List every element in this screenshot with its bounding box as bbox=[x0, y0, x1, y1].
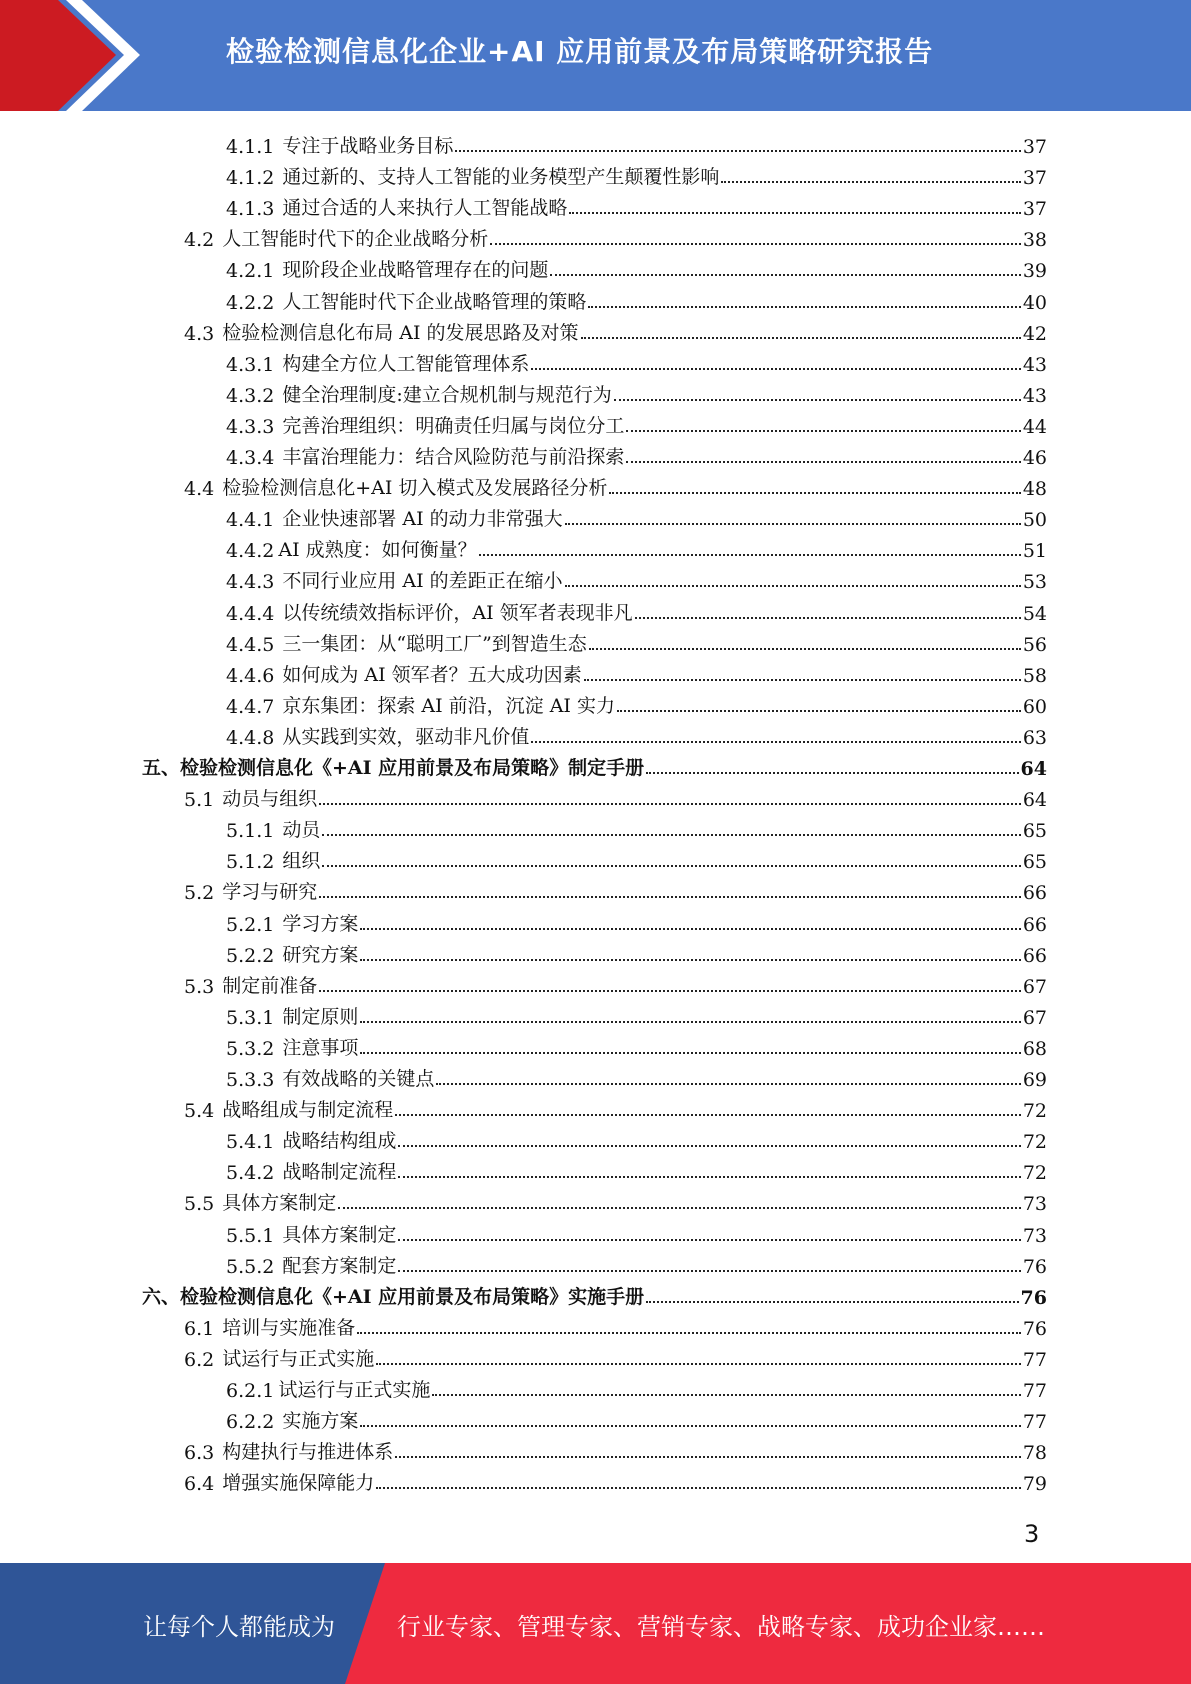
toc-entry[interactable] bbox=[184, 1309, 1047, 1340]
toc-entry-page: 79 bbox=[1022, 1473, 1047, 1496]
toc-entry[interactable] bbox=[184, 873, 1047, 904]
toc-entry[interactable] bbox=[226, 811, 1047, 842]
toc-entry-number: 5.2.2 bbox=[226, 944, 275, 967]
toc-entry-number: 6.3 bbox=[184, 1442, 215, 1465]
toc-entry[interactable] bbox=[184, 220, 1047, 251]
toc-entry[interactable] bbox=[226, 1060, 1047, 1091]
toc-entry-title: 具体方案制定 bbox=[282, 1223, 397, 1246]
toc-entry[interactable] bbox=[226, 1402, 1047, 1433]
toc-entry[interactable] bbox=[226, 1029, 1047, 1060]
toc-leader-dots bbox=[531, 368, 1020, 370]
toc-entry-page: 66 bbox=[1022, 913, 1047, 936]
toc-entry[interactable] bbox=[226, 905, 1047, 936]
toc-entry-number: 6.2 bbox=[184, 1348, 215, 1371]
toc-entry-title: 有效战略的关键点 bbox=[282, 1068, 435, 1090]
toc-entry-number: 4.1.2 bbox=[226, 167, 275, 190]
toc-entry-page: 69 bbox=[1022, 1069, 1047, 1091]
toc-entry[interactable] bbox=[184, 1340, 1047, 1371]
toc-entry-title: 注意事项 bbox=[282, 1036, 359, 1059]
toc-entry[interactable] bbox=[226, 531, 1047, 562]
toc-entry-number: 4.3.1 bbox=[226, 353, 275, 376]
toc-entry-title: 检验检测信息化《+AI 应用前景及布局策略》实施手册 bbox=[180, 1285, 645, 1308]
toc-leader-dots bbox=[614, 399, 1021, 401]
toc-entry-title: 通过合适的人来执行人工智能战略 bbox=[282, 197, 568, 220]
toc-entry-page: 72 bbox=[1022, 1162, 1047, 1185]
toc-leader-dots bbox=[565, 523, 1021, 525]
toc-leader-dots bbox=[376, 1487, 1021, 1489]
toc-entry-number: 4.2.2 bbox=[226, 291, 275, 314]
page-number: 3 bbox=[1024, 1520, 1040, 1548]
toc-leader-dots bbox=[360, 959, 1020, 961]
toc-entry-page: 54 bbox=[1022, 602, 1047, 625]
toc-entry-title: 战略组成与制定流程 bbox=[222, 1099, 394, 1122]
toc-entry[interactable] bbox=[226, 842, 1047, 873]
toc-entry-number: 5.1 bbox=[184, 789, 215, 812]
toc-leader-dots bbox=[609, 492, 1020, 494]
toc-entry-number: 5.5 bbox=[184, 1193, 215, 1216]
toc-entry-page: 44 bbox=[1022, 415, 1047, 438]
toc-entry-number: 4.2 bbox=[184, 229, 215, 252]
toc-entry-page: 76 bbox=[1022, 1317, 1047, 1340]
toc-entry-title: 人工智能时代下的企业战略分析 bbox=[222, 228, 489, 251]
toc-entry[interactable] bbox=[226, 656, 1047, 687]
toc-entry-title: 动员与组织 bbox=[222, 788, 318, 811]
toc-entry[interactable] bbox=[226, 376, 1047, 407]
toc-entry-number: 5.4 bbox=[184, 1100, 215, 1123]
toc-leader-dots bbox=[395, 1114, 1021, 1116]
toc-entry-number: 五、 bbox=[142, 757, 181, 779]
toc-entry-title: 试运行与正式实施 bbox=[222, 1347, 375, 1370]
toc-leader-dots bbox=[319, 896, 1021, 898]
toc-leader-dots bbox=[357, 1332, 1021, 1334]
toc-leader-dots bbox=[565, 585, 1021, 587]
toc-entry-number: 6.2.2 bbox=[226, 1411, 275, 1434]
toc-entry-number: 5.3.3 bbox=[226, 1069, 275, 1091]
toc-entry-page: 43 bbox=[1022, 353, 1047, 376]
toc-entry-page: 60 bbox=[1022, 695, 1047, 718]
toc-leader-dots bbox=[360, 928, 1020, 930]
toc-leader-dots bbox=[322, 834, 1020, 836]
toc-entry-number: 4.4.6 bbox=[226, 664, 275, 687]
toc-entry-title: 不同行业应用 AI 的差距正在缩小 bbox=[282, 570, 563, 593]
toc-entry-page: 51 bbox=[1022, 540, 1047, 563]
toc-entry-number: 4.4.4 bbox=[226, 602, 275, 625]
toc-entry[interactable] bbox=[226, 1216, 1047, 1247]
toc-entry[interactable] bbox=[184, 314, 1047, 345]
toc-entry-title: 构建执行与推进体系 bbox=[222, 1441, 394, 1464]
toc-entry-title: 京东集团：探索 AI 前沿，沉淀 AI 实力 bbox=[282, 694, 615, 717]
toc-entry-title: 增强实施保障能力 bbox=[222, 1472, 375, 1495]
toc-entry[interactable] bbox=[226, 407, 1047, 438]
toc-entry-page: 58 bbox=[1022, 664, 1047, 687]
toc-entry[interactable] bbox=[184, 1091, 1047, 1122]
page-header bbox=[0, 0, 1191, 111]
toc-entry[interactable] bbox=[226, 594, 1047, 625]
toc-leader-dots bbox=[376, 1363, 1021, 1365]
toc-entry-title: 人工智能时代下企业战略管理的策略 bbox=[282, 290, 587, 313]
toc-leader-dots bbox=[432, 1394, 1020, 1396]
toc-entry-title: 构建全方位人工智能管理体系 bbox=[282, 352, 530, 375]
footer-slogan-right: 行业专家、管理专家、营销专家、战略专家、成功企业家…… bbox=[397, 1613, 1045, 1641]
toc-leader-dots bbox=[588, 306, 1020, 308]
page-footer bbox=[0, 1563, 1191, 1684]
toc-entry-title: 具体方案制定 bbox=[222, 1192, 337, 1215]
toc-entry-title: 三一集团：从“聪明工厂”到智造生态 bbox=[282, 632, 587, 655]
toc-entry-title: 研究方案 bbox=[282, 943, 359, 966]
toc-entry-page: 66 bbox=[1022, 882, 1047, 905]
toc-entry-number: 4.4.1 bbox=[226, 509, 275, 532]
toc-leader-dots bbox=[322, 865, 1020, 867]
toc-entry[interactable] bbox=[226, 189, 1047, 220]
toc-entry-page: 65 bbox=[1022, 851, 1047, 874]
toc-entry-title: 完善治理组织：明确责任归属与岗位分工 bbox=[282, 414, 625, 437]
toc-leader-dots bbox=[490, 243, 1021, 245]
toc-entry-page: 50 bbox=[1022, 509, 1047, 532]
toc-entry-page: 66 bbox=[1022, 944, 1047, 967]
toc-entry-title: 丰富治理能力：结合风险防范与前沿探索 bbox=[282, 446, 625, 468]
toc-entry-page: 65 bbox=[1022, 820, 1047, 843]
toc-leader-dots bbox=[646, 1301, 1018, 1303]
toc-entry-page: 73 bbox=[1022, 1224, 1047, 1247]
toc-entry-page: 37 bbox=[1022, 198, 1047, 221]
toc-entry-title: 检验检测信息化布局 AI 的发展思路及对策 bbox=[222, 321, 579, 344]
toc-entry-number: 5.5.2 bbox=[226, 1255, 275, 1278]
toc-entry-title: 健全治理制度:建立合规机制与规范行为 bbox=[282, 383, 612, 406]
toc-entry[interactable] bbox=[226, 625, 1047, 656]
toc-entry-number: 6.1 bbox=[184, 1317, 215, 1340]
toc-entry-title: 检验检测信息化《+AI 应用前景及布局策略》制定手册 bbox=[180, 757, 645, 779]
toc-entry-page: 77 bbox=[1022, 1348, 1047, 1371]
toc-leader-dots bbox=[395, 1456, 1021, 1458]
toc-entry[interactable] bbox=[226, 345, 1047, 376]
toc-leader-dots bbox=[635, 617, 1021, 619]
toc-entry-number: 6.4 bbox=[184, 1473, 215, 1496]
toc-entry-title: 制定前准备 bbox=[222, 974, 318, 997]
toc-entry[interactable] bbox=[226, 1247, 1047, 1278]
toc-entry-page: 67 bbox=[1022, 1006, 1047, 1029]
toc-entry[interactable] bbox=[226, 438, 1047, 469]
toc-entry-page: 77 bbox=[1022, 1411, 1047, 1434]
toc-leader-dots bbox=[584, 679, 1021, 681]
toc-entry[interactable] bbox=[184, 1184, 1047, 1215]
toc-entry-number: 4.4.5 bbox=[226, 633, 275, 656]
toc-entry-page: 72 bbox=[1022, 1100, 1047, 1123]
toc-entry-title: 培训与实施准备 bbox=[222, 1316, 356, 1339]
toc-entry-title: 以传统绩效指标评价，AI 领军者表现非凡 bbox=[282, 601, 633, 624]
toc-entry[interactable] bbox=[226, 127, 1047, 158]
toc-entry-page: 64 bbox=[1022, 789, 1047, 812]
toc-leader-dots bbox=[319, 803, 1021, 805]
toc-entry-page: 68 bbox=[1022, 1037, 1047, 1060]
toc-entry-number: 5.2 bbox=[184, 882, 215, 905]
toc-entry-number: 六、 bbox=[142, 1285, 181, 1308]
toc-leader-dots bbox=[531, 741, 1020, 743]
toc-entry-number: 4.3 bbox=[184, 322, 215, 345]
toc-entry-page: 73 bbox=[1022, 1193, 1047, 1216]
toc-entry-number: 4.2.1 bbox=[226, 260, 275, 283]
toc-entry-number: 5.5.1 bbox=[226, 1224, 275, 1247]
toc-entry[interactable] bbox=[142, 749, 1047, 780]
toc-entry-number: 4.3.2 bbox=[226, 384, 275, 407]
toc-entry-page: 39 bbox=[1022, 260, 1047, 283]
toc-entry-number: 4.4.3 bbox=[226, 571, 275, 594]
toc-entry[interactable] bbox=[184, 1464, 1047, 1495]
toc-entry[interactable] bbox=[226, 562, 1047, 593]
toc-entry[interactable] bbox=[184, 469, 1047, 500]
toc-entry[interactable] bbox=[226, 687, 1047, 718]
toc-entry-title: AI 成熟度：如何衡量？ bbox=[278, 539, 477, 562]
toc-entry-page: 56 bbox=[1022, 633, 1047, 656]
toc-leader-dots bbox=[436, 1083, 1020, 1085]
toc-entry-title: 如何成为 AI 领军者？五大成功因素 bbox=[282, 663, 582, 686]
toc-leader-dots bbox=[646, 772, 1018, 774]
toc-entry-title: 学习与研究 bbox=[222, 881, 318, 904]
toc-entry-number: 5.4.1 bbox=[226, 1131, 275, 1154]
toc-leader-dots bbox=[398, 1270, 1020, 1272]
toc-entry-title: 检验检测信息化+AI 切入模式及发展路径分析 bbox=[222, 477, 608, 500]
toc-entry-page: 40 bbox=[1022, 291, 1047, 314]
toc-entry-number: 4.3.4 bbox=[226, 447, 275, 469]
toc-leader-dots bbox=[581, 337, 1021, 339]
toc-entry-number: 6.2.1 bbox=[226, 1380, 275, 1402]
toc-entry[interactable] bbox=[226, 283, 1047, 314]
toc-entry-title: 战略制定流程 bbox=[282, 1161, 397, 1184]
toc-entry[interactable] bbox=[184, 1433, 1047, 1464]
toc-leader-dots bbox=[626, 461, 1020, 463]
toc-entry[interactable] bbox=[226, 718, 1047, 749]
toc-entry-title: 通过新的、支持人工智能的业务模型产生颠覆性影响 bbox=[282, 166, 720, 189]
toc-leader-dots bbox=[455, 150, 1020, 152]
toc-entry-title: 制定原则 bbox=[282, 1005, 359, 1028]
toc-entry-title: 学习方案 bbox=[282, 912, 359, 935]
toc-leader-dots bbox=[360, 1021, 1020, 1023]
toc-entry-title: 组织 bbox=[282, 850, 321, 873]
toc-entry-number: 5.4.2 bbox=[226, 1162, 275, 1185]
toc-entry-title: 试运行与正式实施 bbox=[278, 1379, 431, 1401]
toc-entry-page: 46 bbox=[1022, 447, 1047, 469]
toc-entry-page: 67 bbox=[1022, 975, 1047, 998]
toc-entry[interactable] bbox=[184, 967, 1047, 998]
toc-entry-page: 48 bbox=[1022, 478, 1047, 501]
toc-entry-number: 5.3 bbox=[184, 975, 215, 998]
toc-entry-page: 37 bbox=[1022, 136, 1047, 158]
toc-leader-dots bbox=[626, 430, 1020, 432]
toc-leader-dots bbox=[589, 648, 1021, 650]
toc-entry-title: 企业快速部署 AI 的动力非常强大 bbox=[282, 508, 563, 531]
toc-leader-dots bbox=[398, 1176, 1020, 1178]
toc-entry-page: 77 bbox=[1022, 1380, 1047, 1402]
toc-entry[interactable] bbox=[226, 1122, 1047, 1153]
toc-entry[interactable] bbox=[226, 500, 1047, 531]
toc-entry-page: 63 bbox=[1022, 726, 1047, 749]
toc-leader-dots bbox=[569, 212, 1020, 214]
toc-leader-dots bbox=[617, 710, 1021, 712]
toc-entry-title: 实施方案 bbox=[282, 1410, 359, 1433]
toc-entry-title: 现阶段企业战略管理存在的问题 bbox=[282, 259, 549, 282]
toc-entry-page: 64 bbox=[1020, 758, 1047, 780]
toc-entry-page: 53 bbox=[1022, 571, 1047, 594]
toc-entry-number: 4.4 bbox=[184, 478, 215, 501]
toc-entry-number: 5.3.2 bbox=[226, 1037, 275, 1060]
toc-leader-dots bbox=[398, 1145, 1020, 1147]
toc-entry-title: 专注于战略业务目标 bbox=[282, 135, 454, 157]
toc-leader-dots bbox=[721, 181, 1020, 183]
toc-entry-title: 动员 bbox=[282, 819, 321, 842]
toc-entry[interactable] bbox=[142, 1278, 1047, 1309]
toc-leader-dots bbox=[338, 1207, 1021, 1209]
toc-entry-page: 37 bbox=[1022, 167, 1047, 190]
toc-entry-number: 5.1.2 bbox=[226, 851, 275, 874]
toc-entry[interactable] bbox=[226, 251, 1047, 282]
toc-entry[interactable] bbox=[226, 998, 1047, 1029]
toc-entry-number: 4.1.1 bbox=[226, 136, 275, 158]
toc-entry-page: 78 bbox=[1022, 1442, 1047, 1465]
toc-entry-page: 38 bbox=[1022, 229, 1047, 252]
toc-leader-dots bbox=[360, 1425, 1020, 1427]
toc-entry-title: 从实践到实效，驱动非凡价值 bbox=[282, 725, 530, 748]
toc-leader-dots bbox=[398, 1239, 1020, 1241]
toc-entry-number: 4.3.3 bbox=[226, 415, 275, 438]
toc-leader-dots bbox=[319, 990, 1021, 992]
toc-leader-dots bbox=[360, 1052, 1020, 1054]
toc-entry-number: 5.3.1 bbox=[226, 1006, 275, 1029]
toc-entry-number: 5.1.1 bbox=[226, 820, 275, 843]
report-title: 检验检测信息化企业+AI 应用前景及布局策略研究报告 bbox=[226, 35, 934, 68]
toc-entry-page: 76 bbox=[1020, 1286, 1047, 1309]
toc-entry-title: 战略结构组成 bbox=[282, 1130, 397, 1153]
toc-entry[interactable] bbox=[226, 936, 1047, 967]
toc-entry-number: 5.2.1 bbox=[226, 913, 275, 936]
toc-leader-dots bbox=[550, 274, 1020, 276]
toc-entry-page: 72 bbox=[1022, 1131, 1047, 1154]
toc-entry[interactable] bbox=[184, 780, 1047, 811]
toc-entry-number: 4.4.8 bbox=[226, 726, 275, 749]
toc-leader-dots bbox=[479, 554, 1021, 556]
toc-entry-page: 43 bbox=[1022, 384, 1047, 407]
toc-entry[interactable] bbox=[226, 1153, 1047, 1184]
toc-entry-number: 4.4.7 bbox=[226, 695, 275, 718]
footer-slogan-left: 让每个人都能成为 bbox=[143, 1613, 335, 1641]
toc-entry[interactable] bbox=[226, 158, 1047, 189]
toc-entry-page: 42 bbox=[1022, 322, 1047, 345]
toc-entry-number: 4.1.3 bbox=[226, 198, 275, 221]
toc-entry[interactable] bbox=[226, 1371, 1047, 1402]
toc-entry-page: 76 bbox=[1022, 1255, 1047, 1278]
toc-entry-title: 配套方案制定 bbox=[282, 1254, 397, 1277]
toc-entry-number: 4.4.2 bbox=[226, 540, 275, 563]
